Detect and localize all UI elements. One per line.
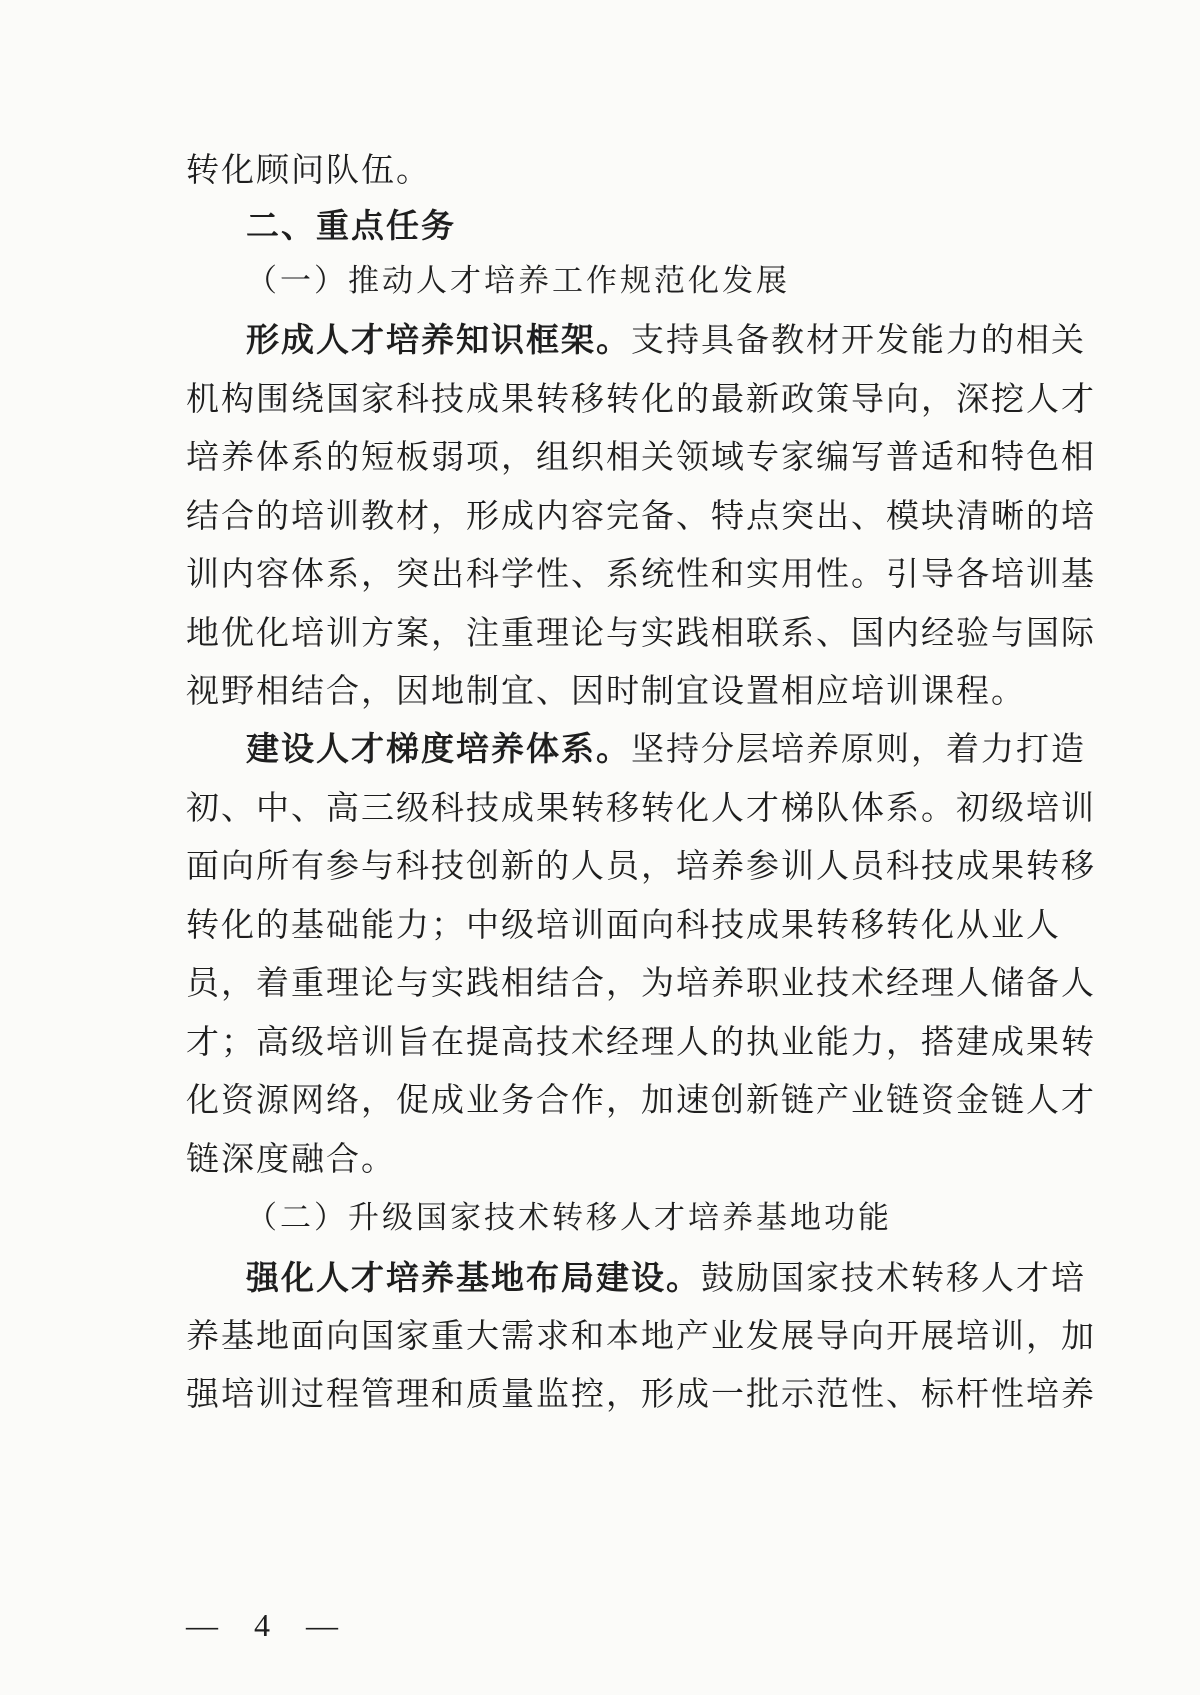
subsection-heading: （一）推动人才培养工作规范化发展 [246, 263, 790, 299]
paragraph-line [246, 1256, 1086, 1300]
paragraph-line: 强培训过程管理和质量监控，形成一批示范性、标杆性培养 [186, 1374, 1096, 1413]
paragraph-line: 结合的培训教材，形成内容完备、特点突出、模块清晰的培 [186, 496, 1096, 535]
paragraph-line: 面向所有参与科技创新的人员，培养参训人员科技成果转移 [186, 846, 1096, 885]
paragraph-lead: 强化人才培养基地布局建设。 [246, 1258, 701, 1297]
section-heading: 二、重点任务 [246, 206, 456, 245]
paragraph-line: 机构围绕国家科技成果转移转化的最新政策导向，深挖人才 [186, 379, 1096, 418]
paragraph-line: 链深度融合。 [186, 1139, 396, 1178]
paragraph-lead: 建设人才梯度培养体系。 [246, 729, 631, 768]
paragraph-line: 才；高级培训旨在提高技术经理人的执业能力，搭建成果转 [186, 1022, 1096, 1061]
paragraph-line: 视野相结合，因地制宜、因时制宜设置相应培训课程。 [186, 671, 1026, 710]
paragraph-text: 支持具备教材开发能力的相关 [631, 320, 1086, 359]
paragraph-lead: 形成人才培养知识框架。 [246, 320, 631, 359]
paragraph-line: 初、中、高三级科技成果转移转化人才梯队体系。初级培训 [186, 788, 1096, 827]
paragraph-line: 养基地面向国家重大需求和本地产业发展导向开展培训，加 [186, 1316, 1096, 1355]
paragraph-line: 转化顾问队伍。 [186, 150, 431, 189]
paragraph-line: 训内容体系，突出科学性、系统性和实用性。引导各培训基 [186, 554, 1096, 593]
paragraph-line: 化资源网络，促成业务合作，加速创新链产业链资金链人才 [186, 1080, 1096, 1119]
subsection-heading: （二）升级国家技术转移人才培养基地功能 [246, 1200, 892, 1236]
paragraph-line [246, 727, 1086, 771]
paragraph-line: 转化的基础能力；中级培训面向科技成果转移转化从业人 [186, 905, 1061, 944]
paragraph-line: 地优化培训方案，注重理论与实践相联系、国内经验与国际 [186, 613, 1096, 652]
paragraph-line: 培养体系的短板弱项，组织相关领域专家编写普适和特色相 [186, 437, 1096, 476]
paragraph-line [246, 318, 1086, 362]
paragraph-line: 员，着重理论与实践相结合，为培养职业技术经理人储备人 [186, 963, 1096, 1002]
paragraph-text: 鼓励国家技术转移人才培 [701, 1258, 1086, 1297]
page-number: — 4 — [186, 1607, 352, 1643]
paragraph-text: 坚持分层培养原则，着力打造 [631, 729, 1086, 768]
